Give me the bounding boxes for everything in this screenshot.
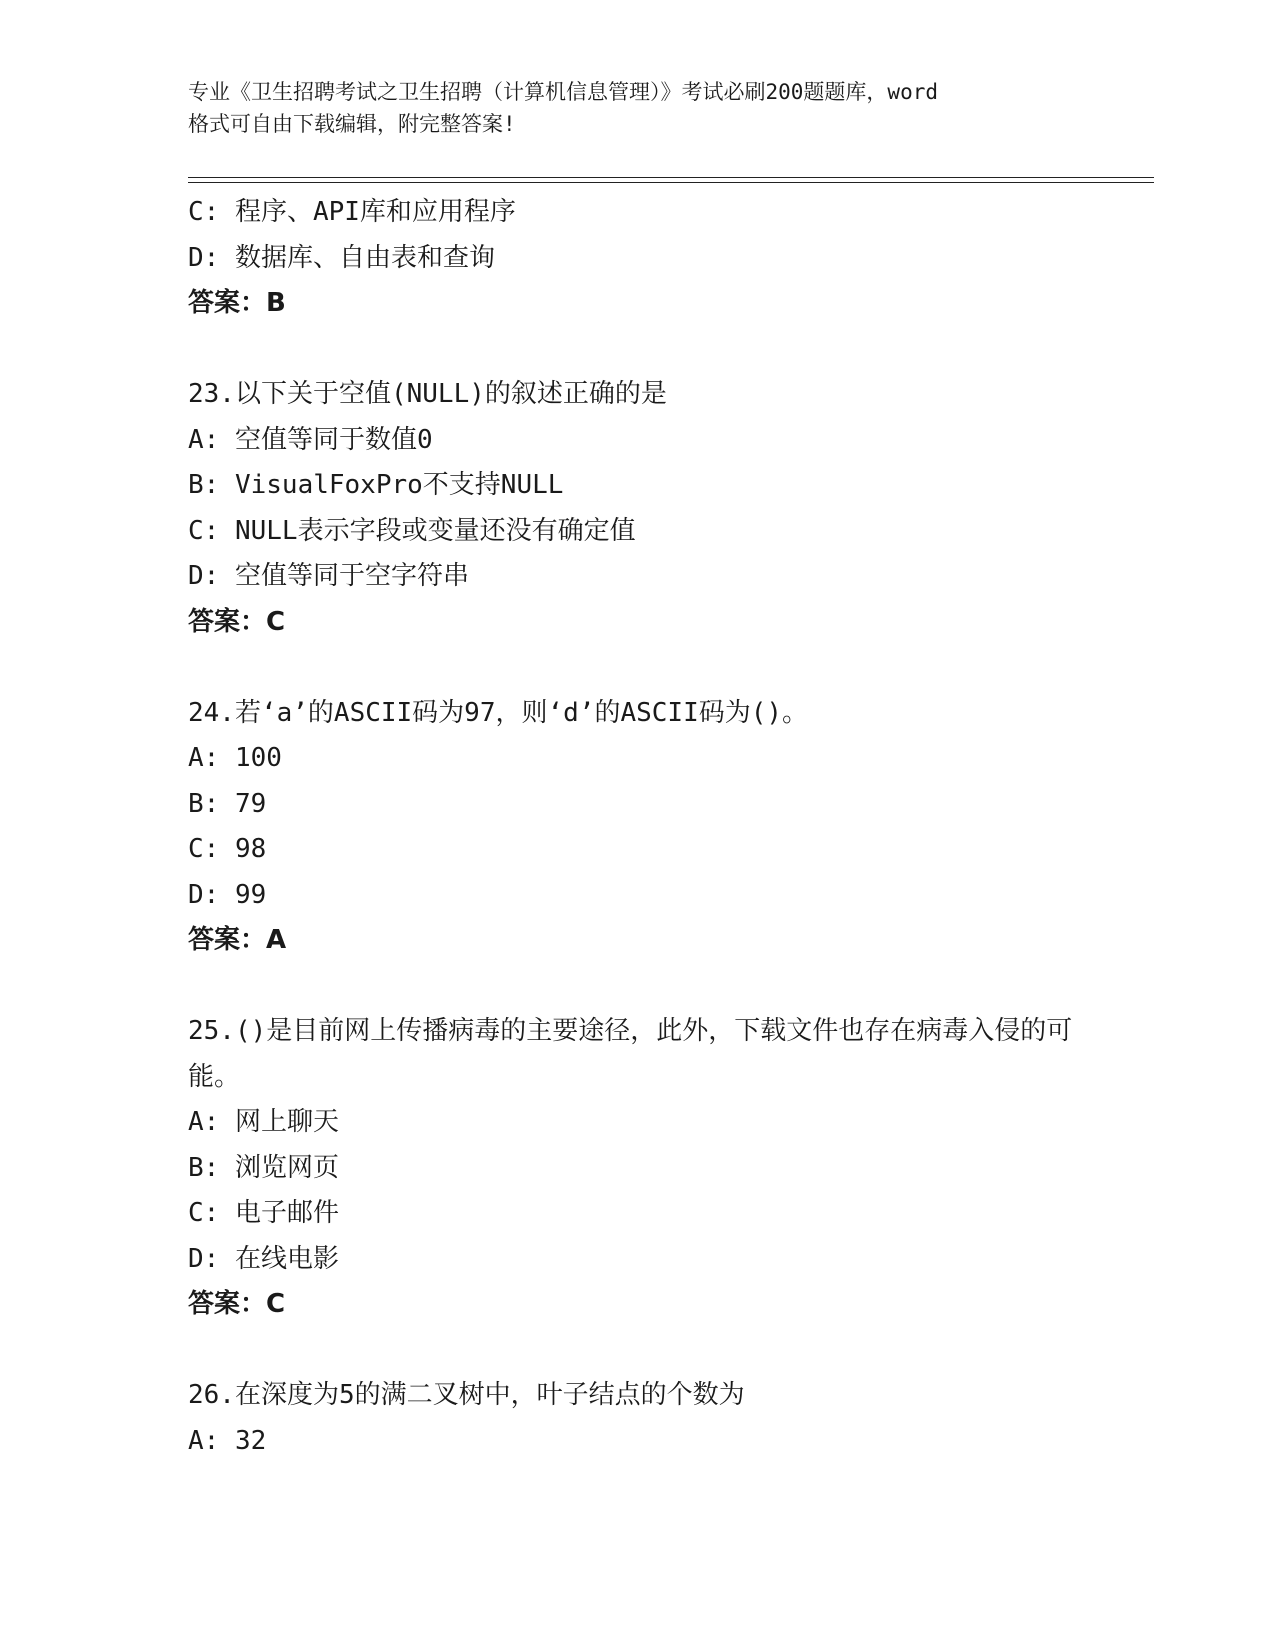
question-block [188,372,1118,645]
spacer [188,964,1118,1010]
option-a: A: 100 [188,743,282,773]
answer: 答案：B [188,288,286,318]
question-text: 24.若‘a’的ASCII码为97，则‘d’的ASCII码为()。 [188,697,809,728]
question-block [188,1009,1118,1328]
question-list [188,190,1118,1464]
option-b: B: 79 [188,788,267,819]
option-c: C: 程序、API库和应用程序 [188,197,516,227]
spacer [188,1328,1118,1374]
question-text: 23.以下关于空值(NULL)的叙述正确的是 [188,379,667,409]
answer: 答案：A [188,925,287,955]
option-a: A: 网上聊天 [188,1107,339,1137]
header-line-1: 专业《卫生招聘考试之卫生招聘（计算机信息管理）》考试必刷200题题库，word [188,80,938,104]
option-b: B: VisualFoxPro不支持NULL [188,470,564,500]
option-d: D: 数据库、自由表和查询 [188,242,495,273]
question-block [188,190,1118,327]
option-d: D: 99 [188,879,267,910]
spacer [188,327,1118,373]
option-a: A: 32 [188,1425,267,1456]
question-block [188,1373,1118,1464]
option-d: D: 在线电影 [188,1243,339,1274]
header-rule-top [188,177,1154,178]
option-c: C: 98 [188,834,267,864]
option-d: D: 空值等同于空字符串 [188,561,469,591]
option-c: C: 电子邮件 [188,1198,339,1228]
spacer [188,645,1118,691]
answer: 答案：C [188,606,286,637]
header-line-2: 格式可自由下载编辑，附完整答案! [188,112,516,136]
question-block [188,691,1118,964]
option-b: B: 浏览网页 [188,1152,339,1183]
option-a: A: 空值等同于数值0 [188,424,433,455]
option-c: C: NULL表示字段或变量还没有确定值 [188,515,636,546]
question-text: 25.()是目前网上传播病毒的主要途径，此外，下载文件也存在病毒入侵的可能。 [188,1016,1073,1092]
document-header [188,76,1088,140]
question-text: 26.在深度为5的满二叉树中，叶子结点的个数为 [188,1380,745,1410]
header-rule-bottom [188,182,1154,183]
answer: 答案：C [188,1289,286,1319]
